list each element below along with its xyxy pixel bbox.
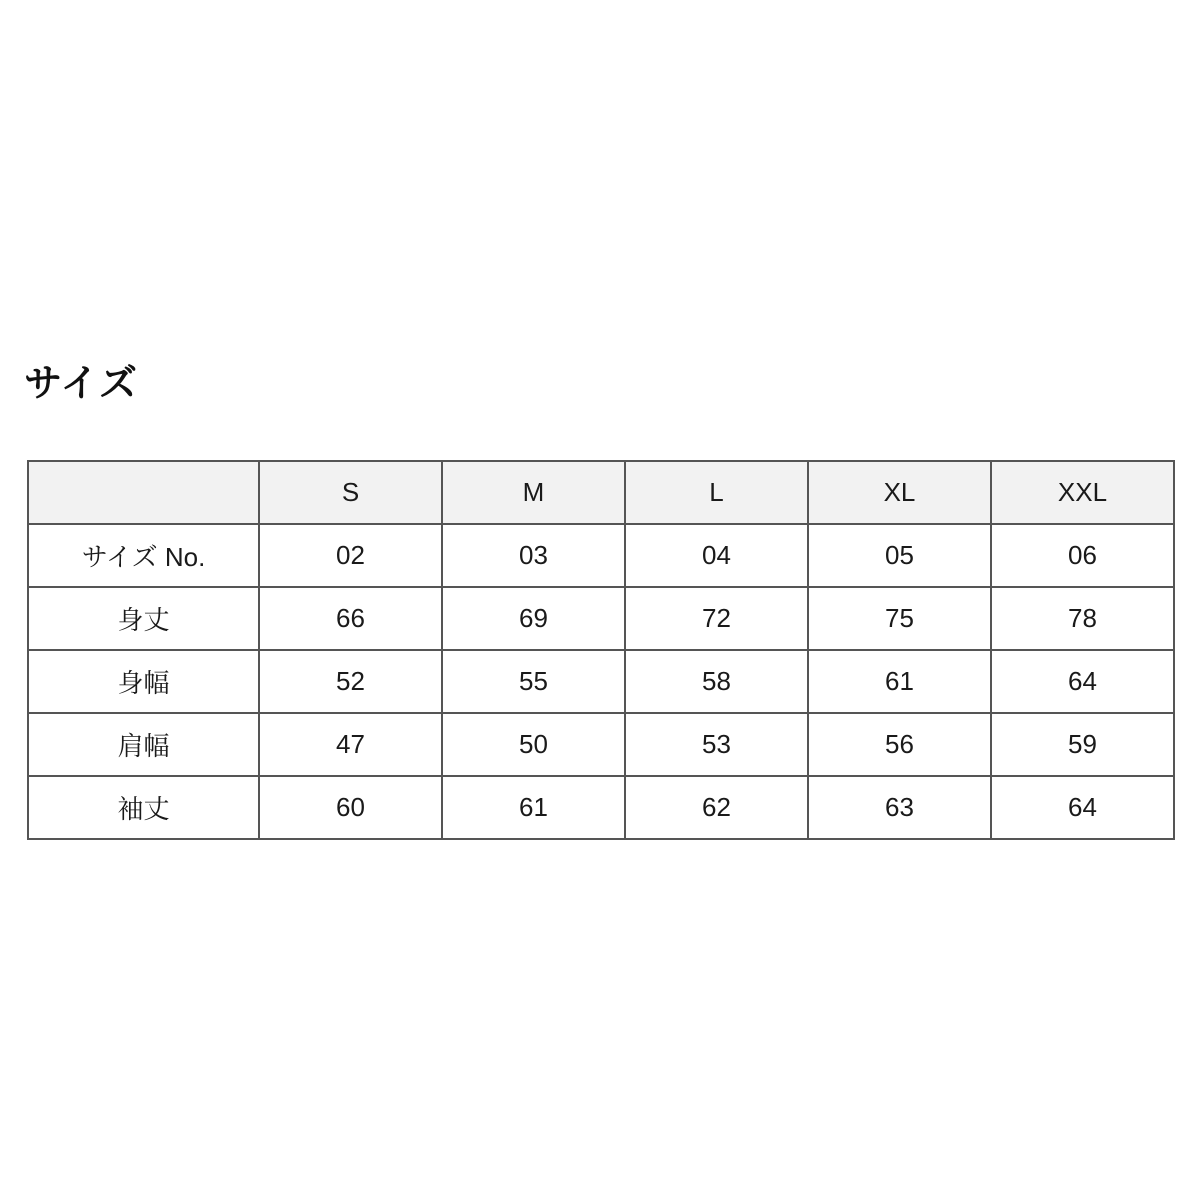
table-cell: 06: [991, 524, 1174, 587]
table-cell: 64: [991, 650, 1174, 713]
table-cell: 69: [442, 587, 625, 650]
table-cell: 63: [808, 776, 991, 839]
table-cell: 03: [442, 524, 625, 587]
table-cell: 62: [625, 776, 808, 839]
table-row-shoulder-width: [28, 713, 1174, 776]
table-cell: 02: [259, 524, 442, 587]
table-row-size-no: [28, 524, 1174, 587]
table-cell: 61: [442, 776, 625, 839]
table-cell: 50: [442, 713, 625, 776]
row-label: 袖丈: [28, 776, 259, 839]
table-cell: 55: [442, 650, 625, 713]
row-label: 肩幅: [28, 713, 259, 776]
table-cell: 04: [625, 524, 808, 587]
column-header-s: S: [259, 461, 442, 524]
row-label: サイズ No.: [28, 524, 259, 587]
size-chart-table: [27, 460, 1175, 840]
table-cell: 72: [625, 587, 808, 650]
table-cell: 52: [259, 650, 442, 713]
table-cell: 53: [625, 713, 808, 776]
table-cell: 05: [808, 524, 991, 587]
column-header-xxl: XXL: [991, 461, 1174, 524]
table-cell: 58: [625, 650, 808, 713]
row-label: 身幅: [28, 650, 259, 713]
row-label: 身丈: [28, 587, 259, 650]
column-header-m: M: [442, 461, 625, 524]
column-header-xl: XL: [808, 461, 991, 524]
table-row-sleeve-length: [28, 776, 1174, 839]
page-title: サイズ: [24, 363, 138, 405]
table-cell: 75: [808, 587, 991, 650]
table-cell: 61: [808, 650, 991, 713]
corner-cell: [28, 461, 259, 524]
table-cell: 56: [808, 713, 991, 776]
table-cell: 64: [991, 776, 1174, 839]
table-row-body-length: [28, 587, 1174, 650]
column-header-l: L: [625, 461, 808, 524]
table-header-row: [28, 461, 1174, 524]
table-cell: 59: [991, 713, 1174, 776]
table-row-body-width: [28, 650, 1174, 713]
table-cell: 60: [259, 776, 442, 839]
table-cell: 47: [259, 713, 442, 776]
table-cell: 78: [991, 587, 1174, 650]
table-cell: 66: [259, 587, 442, 650]
